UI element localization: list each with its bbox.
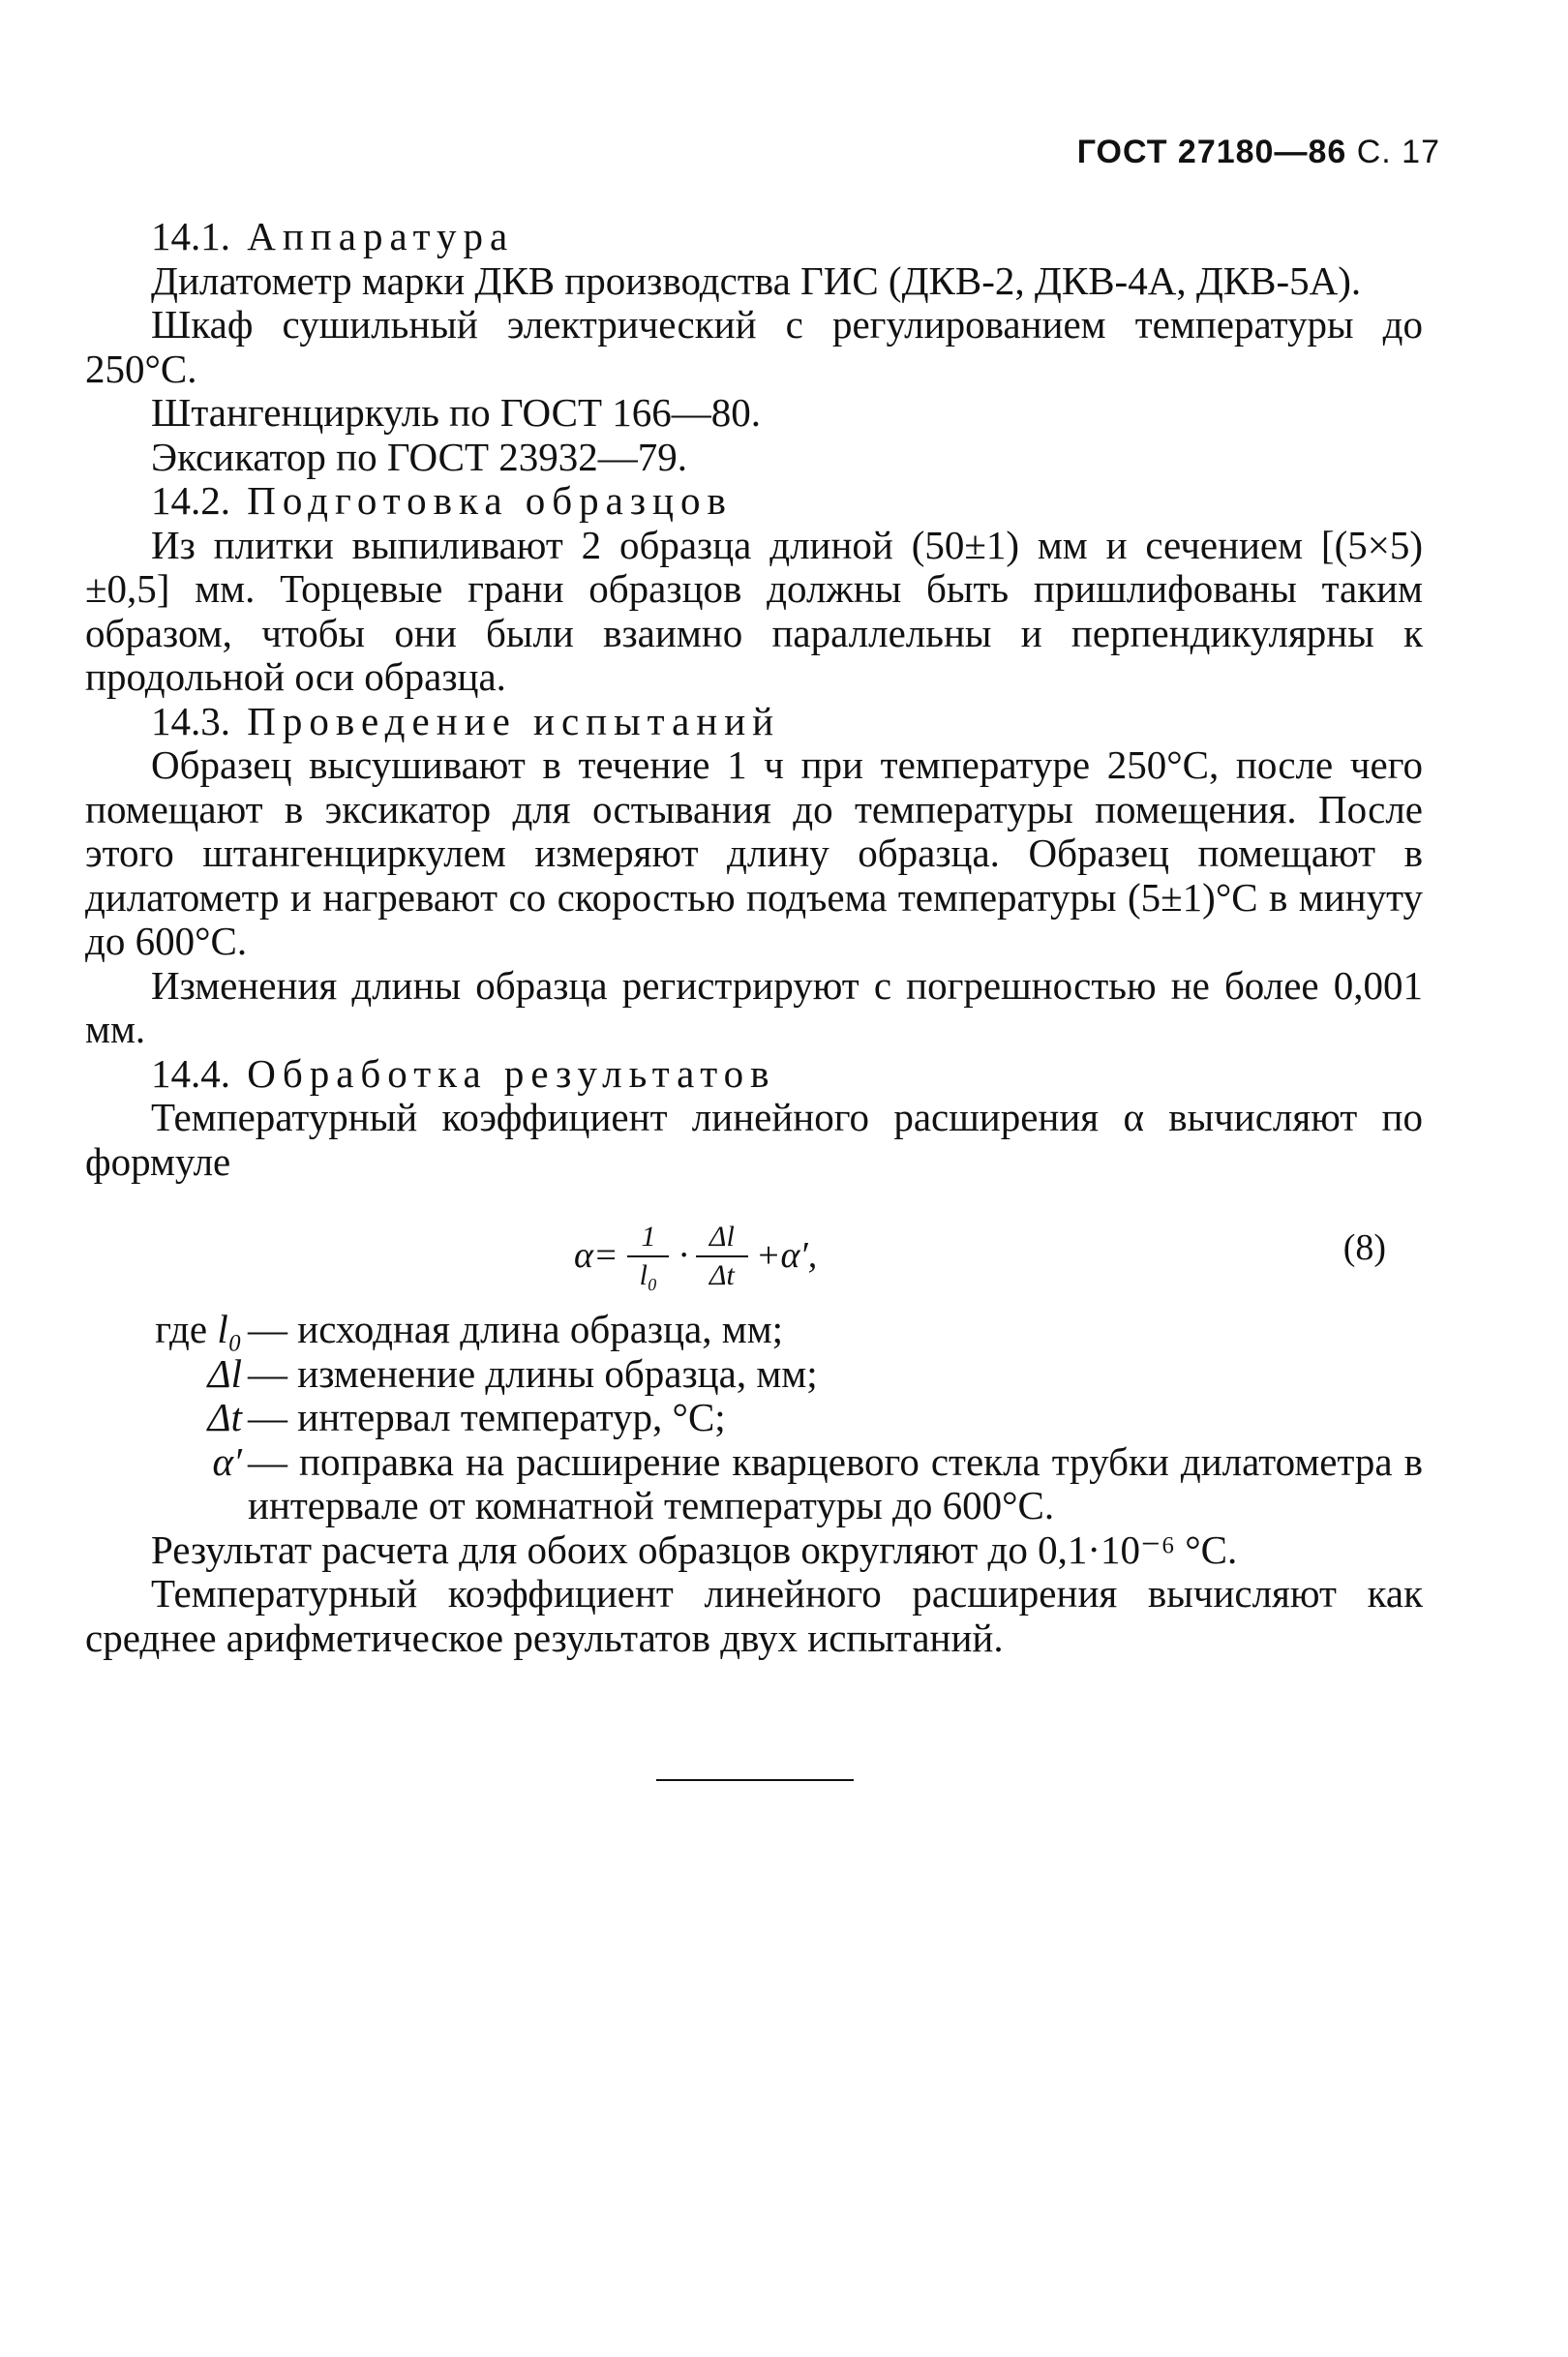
standard-number: ГОСТ 27180—86: [1076, 134, 1347, 170]
paragraph: Из плитки выпиливают 2 образца длиной (50±1) мм и сечением [(5×5)±0,5] мм. Торцевые грани образцов должны быть пришлифованы таким образом, чтобы они были взаимно параллельны и перпендикулярны к продольной оси образца.: [85, 522, 1423, 699]
definition-text: — исходная длина образца, мм;: [248, 1307, 784, 1351]
term-symbol: Δl: [207, 1350, 242, 1396]
paragraph: Образец высушивают в течение 1 ч при температуре 250°С, после чего помещают в эксикатор для остывания до температуры помещения. После этого штангенциркулем измеряют длину образца. Образец помещают в дилатометр и нагревают со скоростью подъема температуры (5±1)°С в минуту до 600°С.: [85, 742, 1423, 963]
section-number: 14.2.: [151, 478, 230, 523]
term-symbol: α′: [212, 1438, 242, 1484]
fraction-denominator: Δt: [709, 1259, 735, 1291]
fraction-numerator: 1: [627, 1221, 669, 1257]
section-title: Обработка результатов: [247, 1050, 776, 1096]
definition-item: [85, 1308, 1423, 1352]
where-prefix: где: [155, 1307, 208, 1351]
definition-item: [85, 1396, 1423, 1440]
section-heading-14-2: [85, 479, 1423, 524]
end-rule: [656, 1779, 854, 1781]
section-number: 14.3.: [151, 698, 230, 743]
fraction-delta-l-over-delta-t: [696, 1221, 748, 1292]
fraction-one-over-l0: [626, 1221, 672, 1292]
paragraph: Изменения длины образца регистрируют с погрешностью не более 0,001 мм.: [85, 962, 1423, 1051]
definition-item: [85, 1440, 1423, 1528]
definition-term: [85, 1440, 242, 1485]
page-number: С. 17: [1356, 134, 1440, 170]
paragraph: Штангенциркуль по ГОСТ 166—80.: [151, 390, 762, 435]
equation-number: (8): [1342, 1227, 1386, 1268]
formula-8: [574, 1221, 817, 1292]
fraction-numerator: Δl: [696, 1221, 748, 1257]
definition-term: [85, 1308, 242, 1352]
paragraph: Температурный коэффициент линейного расширения вычисляют как среднее арифметическое результатов двух испытаний.: [85, 1571, 1423, 1660]
definition-term: [85, 1396, 242, 1440]
section-number: 14.4.: [151, 1050, 230, 1096]
paragraph: Температурный коэффициент линейного расширения α вычисляют по формуле: [85, 1095, 1423, 1184]
formula-tail: +α′,: [755, 1235, 818, 1277]
definition-term: [85, 1352, 242, 1397]
section-title: Аппаратура: [247, 214, 515, 258]
paragraph: Шкаф сушильный электрический с регулированием температуры до 250°С.: [85, 302, 1423, 391]
section-heading-14-1: [85, 215, 1423, 259]
section-heading-14-4: [85, 1052, 1423, 1097]
section-number: 14.1.: [151, 214, 230, 258]
document-body: [85, 215, 1423, 1660]
section-title: Подготовка образцов: [247, 478, 733, 523]
definition-item: [85, 1352, 1423, 1397]
variable-definitions: [85, 1308, 1423, 1528]
formula-block: [85, 1184, 1423, 1308]
definition-text: — поправка на расширение кварцевого стекла трубки дилатометра в интервале от комнатной температуры до 600°С.: [248, 1438, 1423, 1527]
paragraph: Результат расчета для обоих образцов округляют до 0,1·10⁻⁶ °С.: [151, 1526, 1238, 1572]
fraction-denominator: l₀: [639, 1259, 658, 1291]
term-symbol: l₀: [217, 1307, 242, 1351]
definition-text: — интервал температур, °С;: [248, 1395, 726, 1439]
page-header: [1077, 134, 1440, 171]
multiplication-dot: ·: [678, 1235, 688, 1277]
definition-text: — изменение длины образца, мм;: [248, 1350, 818, 1396]
term-symbol: Δt: [207, 1395, 242, 1439]
formula-lhs: α=: [574, 1235, 618, 1277]
paragraph: Дилатометр марки ДКВ производства ГИС (ДКВ-2, ДКВ-4А, ДКВ-5А).: [151, 257, 1362, 303]
section-heading-14-3: [85, 700, 1423, 744]
paragraph: Эксикатор по ГОСТ 23932—79.: [151, 434, 688, 479]
section-title: Проведение испытаний: [247, 698, 781, 743]
